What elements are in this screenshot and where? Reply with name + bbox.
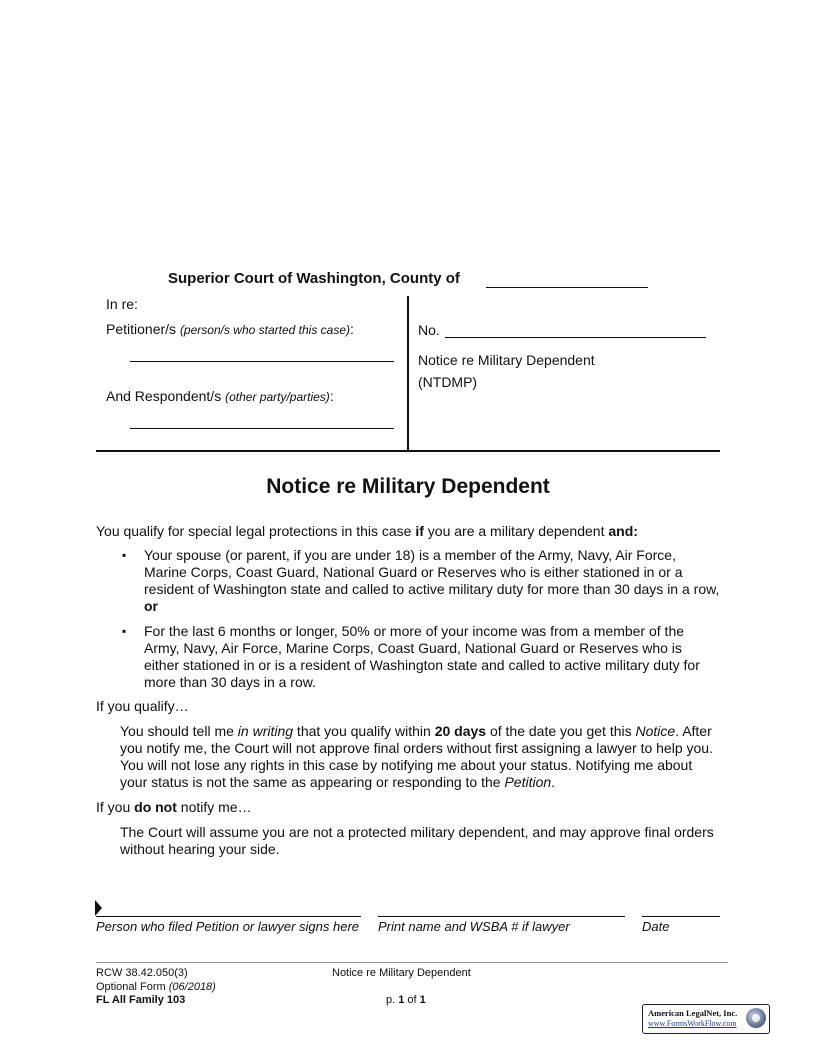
caption-doc-code: (NTDMP)	[418, 374, 478, 390]
if-not-paragraph: The Court will assume you are not a protected military dependent, and may approve final orders without hearing your side.	[120, 824, 714, 857]
footer-optional-text: Optional Form	[96, 981, 169, 993]
bullet-text: Your spouse (or parent, if you are under 18) is a member of the Army, Navy, Air Force, Marine Corps, Coast Guard, National Guard or Reserves who is either stationed in or a resident of Washington state and called to active military duty for more than 30 days in a row,	[144, 547, 720, 597]
respondent-colon: :	[329, 388, 334, 404]
footer-optional-date: (06/2018)	[168, 981, 216, 993]
legalnet-logo[interactable]	[642, 1004, 770, 1034]
caption-doc-name: Notice re Military Dependent	[418, 352, 595, 368]
print-name-line[interactable]	[378, 916, 625, 917]
qualify-text-2: that you qualify within	[293, 723, 435, 739]
date-label: Date	[642, 919, 670, 934]
page-total: 1	[419, 994, 426, 1006]
petitioner-colon: :	[350, 321, 354, 337]
bullet-bold-or: or	[144, 598, 158, 614]
petitioner-note: (person/s who started this case)	[179, 323, 351, 337]
in-re-label: In re:	[106, 296, 138, 312]
signature-line[interactable]	[96, 916, 361, 917]
qualify-italic-notice: Notice	[635, 723, 676, 739]
qualify-text-4: . After you notify me, the Court will not approve final orders without first assigning a lawyer to help you. You will not lose any rights in this case by notifying me about your status. Notifying me about your status is not the same as appearing or responding to the	[120, 723, 713, 790]
if-not-bold: do not	[134, 799, 177, 815]
if-qualify-heading: If you qualify…	[96, 698, 189, 714]
list-item	[122, 623, 720, 691]
date-line[interactable]	[642, 916, 720, 917]
petitioner-label-row	[106, 321, 354, 337]
page-prefix: p.	[386, 994, 399, 1006]
respondent-label: And Respondent/s	[106, 388, 222, 404]
if-qualify-paragraph	[120, 723, 722, 791]
intro-bold-and: and:	[608, 523, 638, 539]
page-num: 1	[398, 994, 405, 1006]
footer-doc-name: Notice re Military Dependent	[332, 967, 471, 979]
footer-form-id: FL All Family 103	[96, 994, 186, 1006]
signature-label: Person who filed Petition or lawyer signs here	[96, 919, 360, 934]
footer-rcw: RCW 38.42.050(3)	[96, 967, 188, 979]
petitioner-label: Petitioner/s	[106, 321, 177, 337]
court-title: Superior Court of Washington, County of	[168, 270, 460, 287]
qualify-text-5: .	[551, 774, 556, 790]
intro-text-1: You qualify for special legal protections in this case	[96, 523, 416, 539]
footer-page-number	[386, 993, 426, 1007]
petitioner-blank-line[interactable]	[130, 361, 394, 362]
logo-company-name: American LegalNet, Inc.	[648, 1008, 738, 1018]
qualify-italic-petition: Petition	[504, 774, 552, 790]
list-item	[122, 547, 720, 615]
if-not-text-1: If you	[96, 799, 135, 815]
respondent-note: (other party/parties)	[225, 390, 330, 404]
qualify-italic-writing: in writing	[237, 723, 294, 739]
caption-divider-vertical	[407, 296, 409, 450]
case-no-label: No.	[418, 322, 440, 338]
sign-here-arrow-icon	[95, 900, 102, 916]
page-of: of	[404, 994, 420, 1006]
bullet-text: For the last 6 months or longer, 50% or more of your income was from a member of the Army, Navy, Air Force, Marine Corps, Coast Guard, National Guard or Reserves who is either stationed in or is a resident of Washington state and called to active military duty for more than 30 days in a row.	[144, 623, 700, 690]
footer-divider	[96, 962, 728, 963]
print-name-label: Print name and WSBA # if lawyer	[378, 919, 570, 934]
respondent-label-row	[106, 388, 334, 404]
logo-url-link[interactable]: www.FormsWorkFlow.com	[648, 1019, 737, 1028]
if-not-heading	[96, 799, 252, 816]
page-title: Notice re Military Dependent	[266, 475, 550, 498]
intro-text-2: you are a military dependent	[423, 523, 609, 539]
qualify-bold-days: 20 days	[434, 723, 487, 739]
respondent-blank-line[interactable]	[130, 428, 394, 429]
qualify-text-1: You should tell me	[120, 723, 238, 739]
if-not-text-2: notify me…	[176, 799, 252, 815]
qualify-text-3: of the date you get this	[486, 723, 636, 739]
qualification-list	[122, 547, 720, 699]
caption-divider-horizontal	[96, 450, 720, 452]
county-blank-line[interactable]	[486, 287, 648, 288]
footer-optional-form	[96, 980, 216, 994]
intro-bold-if: if	[415, 523, 424, 539]
logo-globe-icon	[746, 1008, 766, 1028]
intro-paragraph	[96, 523, 726, 540]
case-no-blank-line[interactable]	[445, 337, 706, 338]
